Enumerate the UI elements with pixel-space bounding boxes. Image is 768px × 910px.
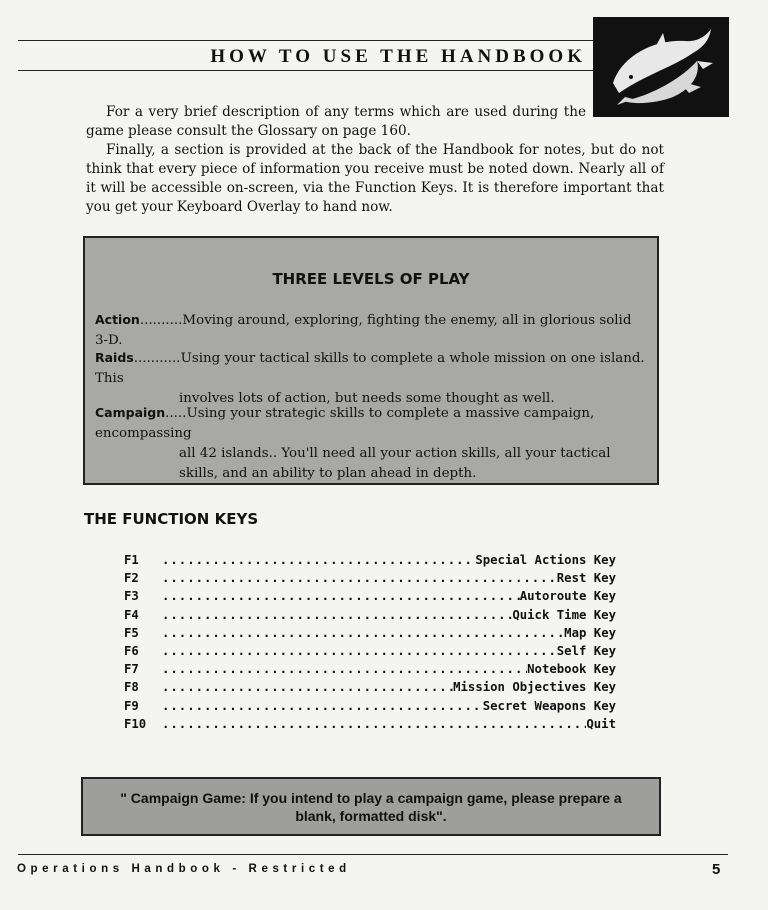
function-key-name: F2 (124, 571, 139, 586)
function-keys-list (124, 551, 616, 733)
function-key-row (124, 606, 616, 624)
function-key-name: F8 (124, 680, 139, 695)
function-key-name: F10 (124, 716, 147, 731)
function-key-name: F3 (124, 589, 139, 604)
leader-dots (162, 587, 520, 605)
function-key-row (124, 569, 616, 587)
function-key-row (124, 715, 616, 733)
leader-dots (162, 551, 475, 569)
function-key-label: Special Actions Key (475, 553, 616, 567)
level-dots: .......... (139, 313, 183, 328)
function-key-name: F4 (124, 607, 139, 622)
function-key-row (124, 587, 616, 605)
header-rule-bottom (18, 70, 593, 71)
function-key-label: Secret Weapons Key (482, 698, 616, 713)
level-term: Campaign (95, 405, 166, 420)
three-levels-panel (83, 236, 659, 485)
level-item-action (95, 310, 647, 351)
leader-dots (162, 660, 527, 678)
page-number: 5 (712, 861, 721, 878)
function-key-row (124, 624, 616, 642)
function-key-row (124, 660, 616, 678)
function-key-label: Mission Objectives Key (453, 680, 616, 695)
level-term: Action (95, 312, 140, 327)
leader-dots (162, 697, 483, 715)
function-key-label: Self Key (556, 643, 616, 658)
function-key-name: F5 (124, 625, 139, 640)
function-keys-heading: THE FUNCTION KEYS (84, 510, 259, 528)
level-description: Using your tactical skills to complete a whole mission on one island. This (95, 351, 645, 386)
level-item-raids (95, 348, 647, 409)
function-key-label: Quit (586, 716, 616, 731)
function-key-name: F9 (124, 698, 139, 713)
function-key-row (124, 678, 616, 696)
page-title: HOW TO USE THE HANDBOOK (210, 46, 586, 67)
footer-label: Operations Handbook - Restricted (17, 863, 351, 875)
dolphin-logo-icon (593, 17, 729, 117)
intro-paragraph-glossary: For a very brief description of any terms which are used during the game please consult the Glossary on page 160. (86, 104, 586, 139)
level-dots: ..... (165, 406, 187, 421)
function-key-name: F1 (124, 553, 139, 567)
campaign-note-panel (81, 777, 661, 836)
campaign-note-text: " Campaign Game: If you intend to play a campaign game, please prepare a blank, formatted disk". (120, 789, 622, 824)
function-key-label: Notebook Key (527, 662, 616, 677)
leader-dots (162, 642, 557, 660)
function-key-label: Quick Time Key (512, 607, 616, 622)
intro-paragraph-notes: Finally, a section is provided at the back of the Handbook for notes, but do not think that every piece of information you receive must be noted down. Nearly all of it will be accessible on-screen, via the Function Keys. It is therefore important that you get your Keyboard Overlay to hand now. (86, 142, 664, 215)
levels-title: THREE LEVELS OF PLAY (272, 270, 470, 288)
header-rule-top (18, 40, 593, 41)
function-key-name: F7 (124, 662, 139, 677)
level-description: Moving around, exploring, fighting the enemy, all in glorious solid 3-D. (95, 313, 632, 348)
leader-dots (162, 624, 564, 642)
function-key-row (124, 697, 616, 715)
function-key-label: Rest Key (556, 571, 616, 586)
leader-dots (162, 678, 453, 696)
level-term: Raids (95, 350, 134, 365)
level-description-continued: all 42 islands.. You'll need all your action skills, all your tactical skills, and an ability to plan ahead in depth. (179, 446, 611, 481)
level-description-continued: involves lots of action, but needs some thought as well. (179, 391, 555, 406)
leader-dots (162, 606, 512, 624)
function-key-row (124, 551, 616, 569)
leader-dots (162, 715, 586, 733)
function-key-label: Autoroute Key (519, 589, 616, 604)
function-key-name: F6 (124, 643, 139, 658)
function-key-row (124, 642, 616, 660)
level-dots: ........... (133, 351, 181, 366)
function-key-label: Map Key (564, 625, 616, 640)
level-description: Using your strategic skills to complete a massive campaign, encompassing (95, 406, 595, 441)
footer-rule (18, 854, 728, 855)
dolphin-logo-graphic (593, 17, 729, 117)
leader-dots (162, 569, 557, 587)
level-item-campaign (95, 403, 647, 484)
